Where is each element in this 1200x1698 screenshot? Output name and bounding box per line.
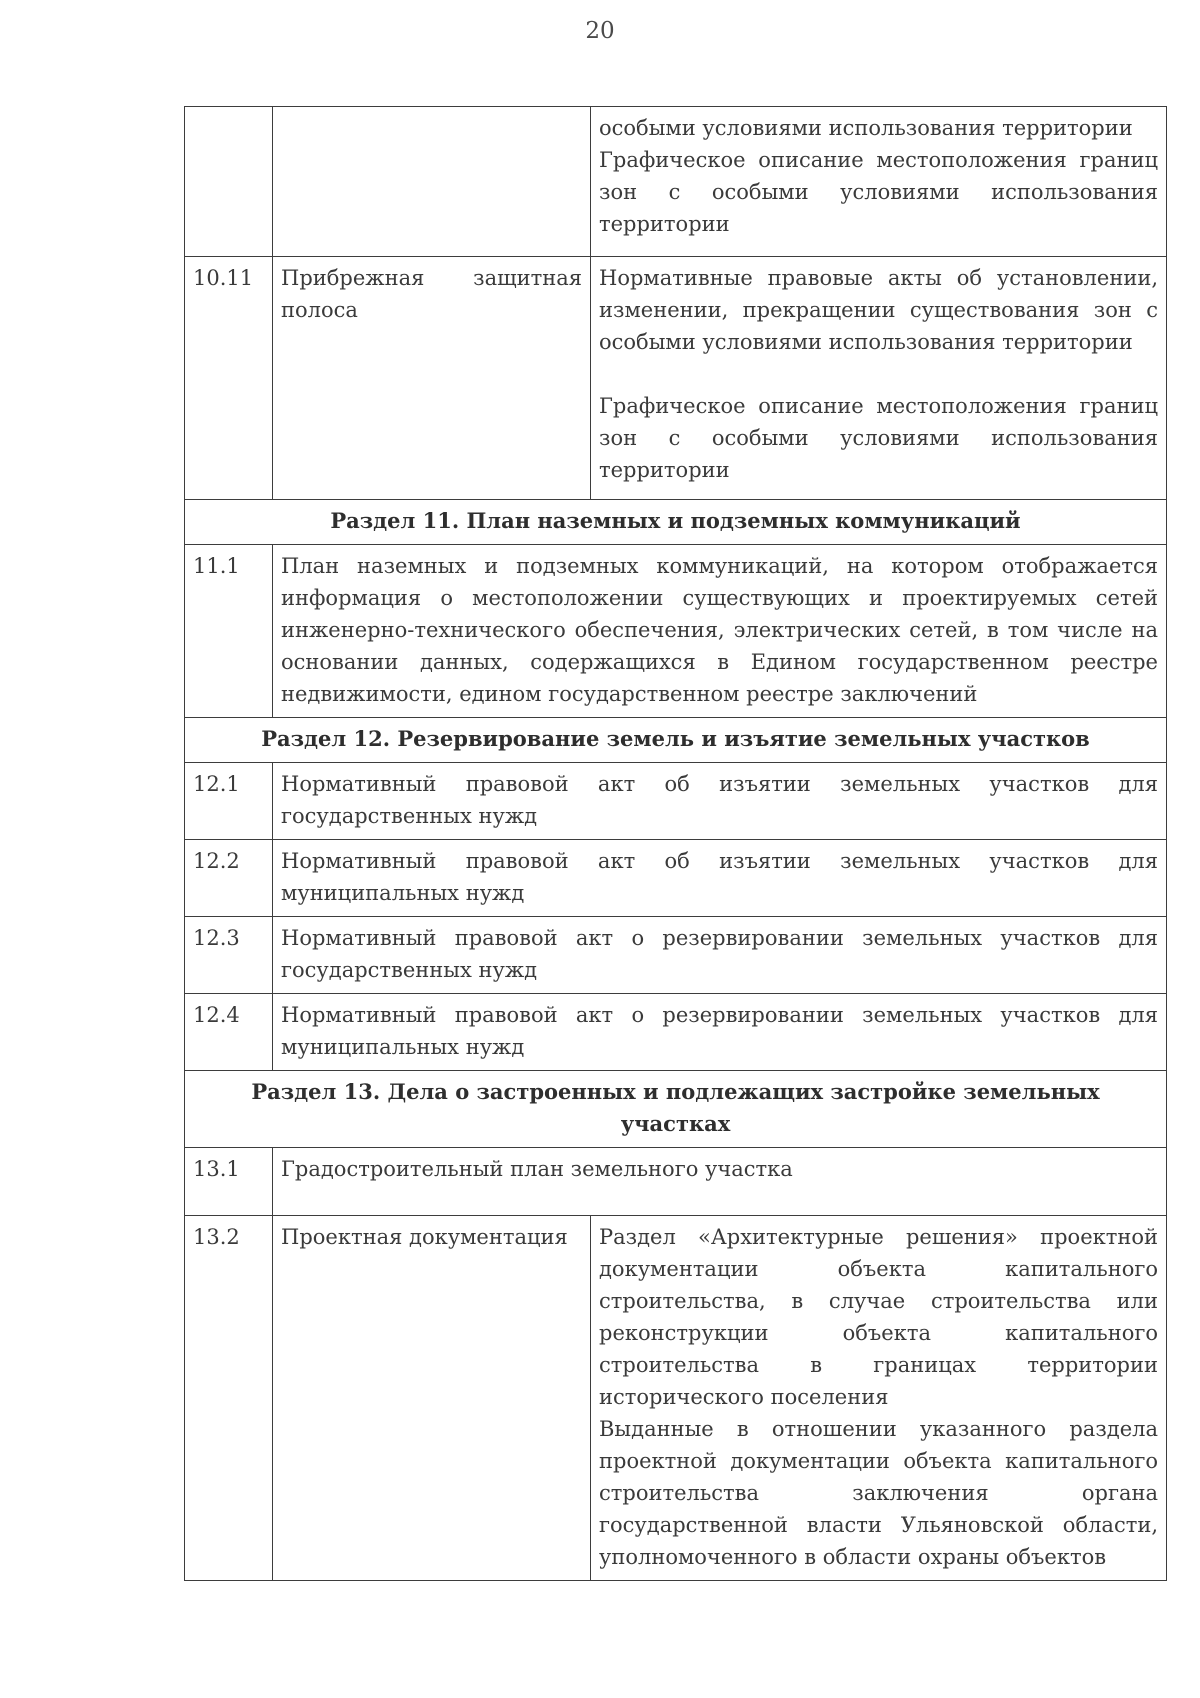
section-header-row-12: [185, 718, 1167, 763]
row-docs-cell: [591, 107, 1167, 257]
table-row-10-11: [185, 257, 1167, 500]
row-number: 11.1: [185, 545, 273, 718]
section-header-row-13: [185, 1071, 1167, 1148]
section-title: Раздел 13. Дела о застроенных и подлежащих застройке земельных участках: [185, 1071, 1167, 1148]
table-row-12-2: [185, 840, 1167, 917]
table-row-12-4: [185, 994, 1167, 1071]
row-text: Нормативный правовой акт об изъятии земельных участков для муниципальных нужд: [273, 840, 1167, 917]
doc-item: Нормативные правовые акты об установлении, изменении, прекращении существования зон с особыми условиями использования территории: [599, 266, 1158, 354]
table-row-continuation: [185, 107, 1167, 257]
doc-item: Графическое описание местоположения границ зон с особыми условиями использования территории: [599, 394, 1158, 482]
doc-item: особыми условиями использования территории: [599, 116, 1133, 140]
doc-item: Раздел «Архитектурные решения» проектной документации объекта капитального строительства, в случае строительства или реконструкции объекта капитального строительства в границах территории исторического поселения: [599, 1225, 1158, 1409]
table-row-12-3: [185, 917, 1167, 994]
row-docs-cell: [591, 257, 1167, 500]
row-text: Нормативный правовой акт о резервировании земельных участков для государственных нужд: [273, 917, 1167, 994]
row-text: План наземных и подземных коммуникаций, на котором отображается информация о местоположении существующих и проектируемых сетей инженерно-технического обеспечения, электрических сетей, в том числе на основании данных, содержащихся в Едином государственном реестре недвижимости, едином государственном реестре заключений: [273, 545, 1167, 718]
table-row-12-1: [185, 763, 1167, 840]
row-number: 13.1: [185, 1148, 273, 1216]
row-number: 12.3: [185, 917, 273, 994]
doc-spacer: [599, 358, 1158, 390]
row-number: 13.2: [185, 1216, 273, 1581]
section-header-row-11: [185, 500, 1167, 545]
doc-item: Графическое описание местоположения границ зон с особыми условиями использования территории: [599, 148, 1158, 236]
row-number: 12.2: [185, 840, 273, 917]
row-number: 12.4: [185, 994, 273, 1071]
row-text: Нормативный правовой акт о резервировании земельных участков для муниципальных нужд: [273, 994, 1167, 1071]
row-name: Прибрежная защитная полоса: [273, 257, 591, 500]
row-number: 12.1: [185, 763, 273, 840]
row-text: Градостроительный план земельного участка: [273, 1148, 1167, 1216]
doc-item: Выданные в отношении указанного раздела проектной документации объекта капитального строительства заключения органа государственной власти Ульяновской области, уполномоченного в области охраны объектов: [599, 1417, 1158, 1569]
row-number-cell: [185, 107, 273, 257]
row-docs-cell: [591, 1216, 1167, 1581]
section-title: Раздел 12. Резервирование земель и изъятие земельных участков: [185, 718, 1167, 763]
row-text: Нормативный правовой акт об изъятии земельных участков для государственных нужд: [273, 763, 1167, 840]
page-number: 20: [585, 18, 615, 44]
table-row-11-1: [185, 545, 1167, 718]
row-name: Проектная документация: [273, 1216, 591, 1581]
table-row-13-2: [185, 1216, 1167, 1581]
section-title: Раздел 11. План наземных и подземных коммуникаций: [185, 500, 1167, 545]
table-row-13-1: [185, 1148, 1167, 1216]
document-table: [184, 106, 1167, 1581]
row-number: 10.11: [185, 257, 273, 500]
row-name-cell: [273, 107, 591, 257]
